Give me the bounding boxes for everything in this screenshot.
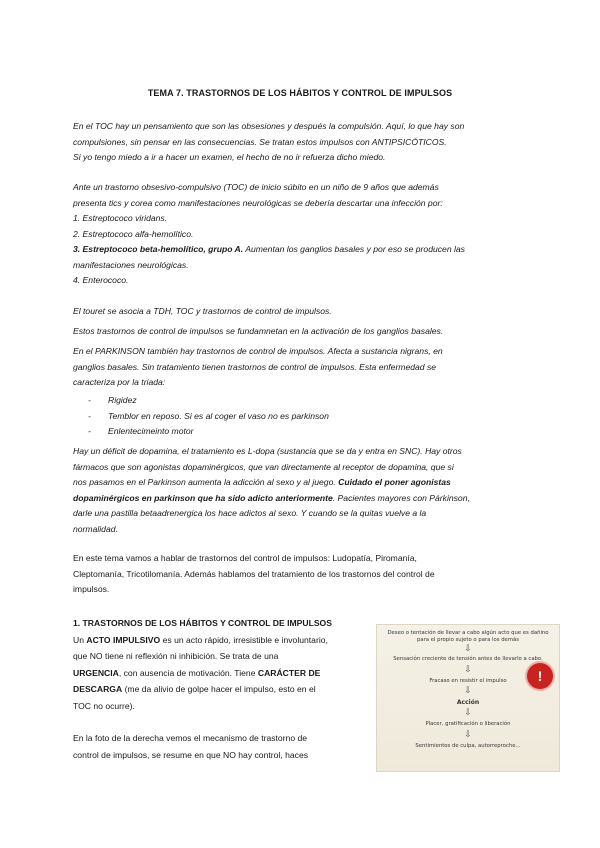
dopamine-warning: dopaminérgicos en parkinson que ha sido adicto anteriormente [73,492,333,503]
list-item [88,424,329,440]
list-bullet: - [88,410,91,421]
section-text: (me da alivio de golpe hacer el impulso, esto en el [122,684,316,694]
figure-step-action: Acción [456,699,480,706]
section-line: TOC no ocurre). [73,700,135,711]
key-term: ACTO IMPULSIVO [86,634,161,645]
section-line: control de impulsos, se resume en que NO hay control, haces [73,749,309,760]
section-heading: 1. TRASTORNOS DE LOS HÁBITOS Y CONTROL DE IMPULSOS [73,618,332,628]
page-title: TEMA 7. TRASTORNOS DE LOS HÁBITOS Y CONTROL DE IMPULSOS [147,88,453,98]
parkinson-line: caracteriza por la triada: [73,377,166,387]
correct-answer: 3. Estreptococo beta-hemolítico, grupo A. [73,244,244,254]
option-1: 1. Estreptococo viridans. [73,213,168,223]
overview-line: En este tema vamos a hablar de trastornos del control de impulsos: Ludopatía, Piromanía, [73,553,417,563]
overview-paragraph [73,551,533,598]
figure-step-failure: Fracaso en resistir el impulso [429,678,507,684]
dopamine-line [73,475,533,491]
dopamine-line: fármacos que son agonistas dopaminérgicos, que van directamente al receptor de dopamina, que si [73,461,454,472]
figure-step-guilt: Sentimientos de culpa, autorreproche... [415,743,521,749]
section-line [73,665,363,682]
section-text: , con ausencia de motivación. Tiene [118,667,258,678]
dopamine-paragraph [73,444,533,537]
down-arrow-icon: ⇩ [464,644,472,654]
intro-line: compulsiones, sin pensar en las consecuencias. Se tratan estos impulsos con ANTIPSICÓTICOS. [73,136,447,147]
parkinson-paragraph [73,344,533,391]
section-line: que NO tiene ni reflexión ni inhibición. Se trata de una [73,651,279,661]
figure-step-desire: Deseo o tentación de llevar a cabo algún acto que es dañino [387,630,549,636]
parkinson-line: ganglios basales. Sin tratamiento tienen trastornos de control de impulsos. Esta enfermedad se [73,361,437,372]
impulse-mechanism-figure [376,624,560,772]
dopamine-line: darle una pastilla betaadrenergica los hace adictos al sexo. Y cuando se la quitas vuelve a la [73,508,427,518]
key-term: CARÁCTER DE [257,667,321,678]
key-term: URGENCIA [73,667,119,678]
intro-paragraph [73,119,533,166]
dopamine-line [73,491,533,507]
answer-explanation: Aumentan los ganglios basales y por eso se producen las [243,244,465,254]
down-arrow-icon: ⇩ [464,686,472,696]
figure-step-tension: Sensación creciente de tensión antes de llevarlo a cabo. [393,656,543,662]
ganglia-paragraph: Estos trastornos de control de impulsos se fundamnetan en la activación de los ganglios basales. [73,326,444,336]
option-3 [73,242,533,258]
figure-step-desire-cont: para el propio sujeto o para los demás [417,637,519,643]
dopamine-warning: Cuidado el poner agonistas [338,477,451,487]
question-paragraph [73,180,533,289]
dopamine-text: . Pacientes mayores con Párkinson, [332,492,470,503]
dopamine-line: normalidad. [73,523,118,534]
list-item-text: Rigidez [108,395,137,405]
section-text: es un acto rápido, irresistible e involuntario, [160,634,328,645]
section-line [73,681,363,698]
section-line [73,632,363,649]
answer-continuation: manifestaciones neurológicas. [73,259,189,270]
overview-line: Cleptomanía, Tricotilomanía. Además hablamos del tratamiento de los trastornos del control de [73,568,435,579]
question-line: presenta tics y corea como manifestaciones neurológicas se debería descartar una infección por: [73,197,443,208]
figure-step-pleasure: Placer, gratificación o liberación [425,721,511,727]
alert-icon: ! [527,663,553,689]
intro-line: Si yo tengo miedo a ir a hacer un examen, el hecho de no ir refuerza dicho miedo. [73,152,386,162]
section-1 [73,615,363,763]
triad-list [88,393,329,440]
overview-line: impulsos. [73,584,110,594]
parkinson-line: En el PARKINSON también hay trastornos de control de impulsos. Afecta a sustancia nigrans, en [73,346,443,356]
down-arrow-icon: ⇩ [464,708,472,718]
section-text: Un [73,634,87,645]
option-4: 4. Enterococo. [73,275,129,285]
list-item-text: Temblor en reposo. Si es al coger el vaso no es parkinson [108,410,329,421]
key-term: DESCARGA [73,684,123,694]
list-bullet: - [88,426,91,436]
list-item-text: Enlentecimeinto motor [108,426,194,436]
option-2: 2. Estreptococo alfa-hemolítico. [73,228,194,239]
section-line: En la foto de la derecha vemos el mecanismo de trastorno de [73,733,308,743]
dopamine-text: nos pasamos en el Parkinson aumenta la adicción al sexo y al juego. [73,477,339,487]
tourette-paragraph: El touret se asocia a TDH, TOC y trastornos de control de impulsos. [73,306,332,316]
down-arrow-icon: ⇩ [464,665,472,675]
list-bullet: - [88,395,91,405]
intro-line: En el TOC hay un pensamiento que son las obsesiones y después la compulsión. Aquí, lo que hay son [73,121,465,131]
down-arrow-icon: ⇩ [464,730,472,740]
question-line: Ante un trastorno obsesivo-compulsivo (TOC) de inicio súbito en un niño de 9 años que además [73,182,439,192]
list-item [88,393,329,409]
list-item [88,409,329,425]
dopamine-line: Hay un déficit de dopamina, el tratamiento es L-dopa (sustancia que se da y entra en SNC). Hay otros [73,446,462,456]
